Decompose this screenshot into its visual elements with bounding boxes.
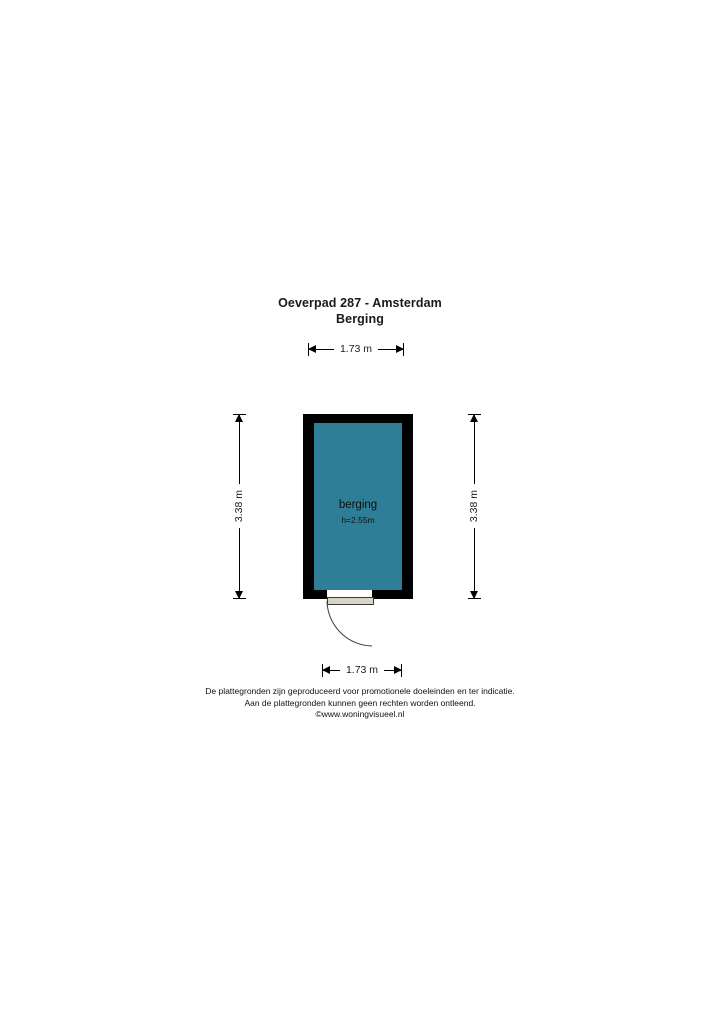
dimension-top-width bbox=[308, 341, 404, 357]
footer-disclaimer bbox=[0, 686, 720, 721]
dimension-top-width-label: 1.73 m bbox=[334, 343, 378, 355]
dimension-label-wrap bbox=[231, 414, 247, 599]
dimension-bottom-width-label: 1.73 m bbox=[340, 664, 384, 676]
room-name: berging bbox=[338, 499, 378, 511]
footer-line-2: Aan de plattegronden kunnen geen rechten worden ontleend. bbox=[244, 697, 476, 708]
room-label-berging bbox=[288, 498, 428, 527]
dimension-left-height bbox=[231, 414, 247, 599]
page-title: Oeverpad 287 - Amsterdam bbox=[278, 296, 442, 310]
footer-line-1: De plattegronden zijn geproduceerd voor promotionele doeleinden en ter indicatie. bbox=[205, 686, 515, 696]
title-block bbox=[0, 295, 720, 327]
dimension-label-wrap bbox=[466, 414, 482, 599]
footer-copyright: ©www.woningvisueel.nl bbox=[315, 709, 405, 719]
door-swing-arc bbox=[326, 601, 386, 651]
dimension-bottom-width bbox=[322, 662, 402, 678]
dimension-label-wrap bbox=[308, 341, 404, 357]
room-height: h=2.55m bbox=[341, 515, 375, 525]
page-subtitle: Berging bbox=[336, 312, 384, 326]
dimension-left-height-label: 3.38 m bbox=[233, 484, 245, 528]
dimension-right-height-label: 3.38 m bbox=[468, 484, 480, 528]
dimension-label-wrap bbox=[322, 662, 402, 678]
dimension-right-height bbox=[466, 414, 482, 599]
